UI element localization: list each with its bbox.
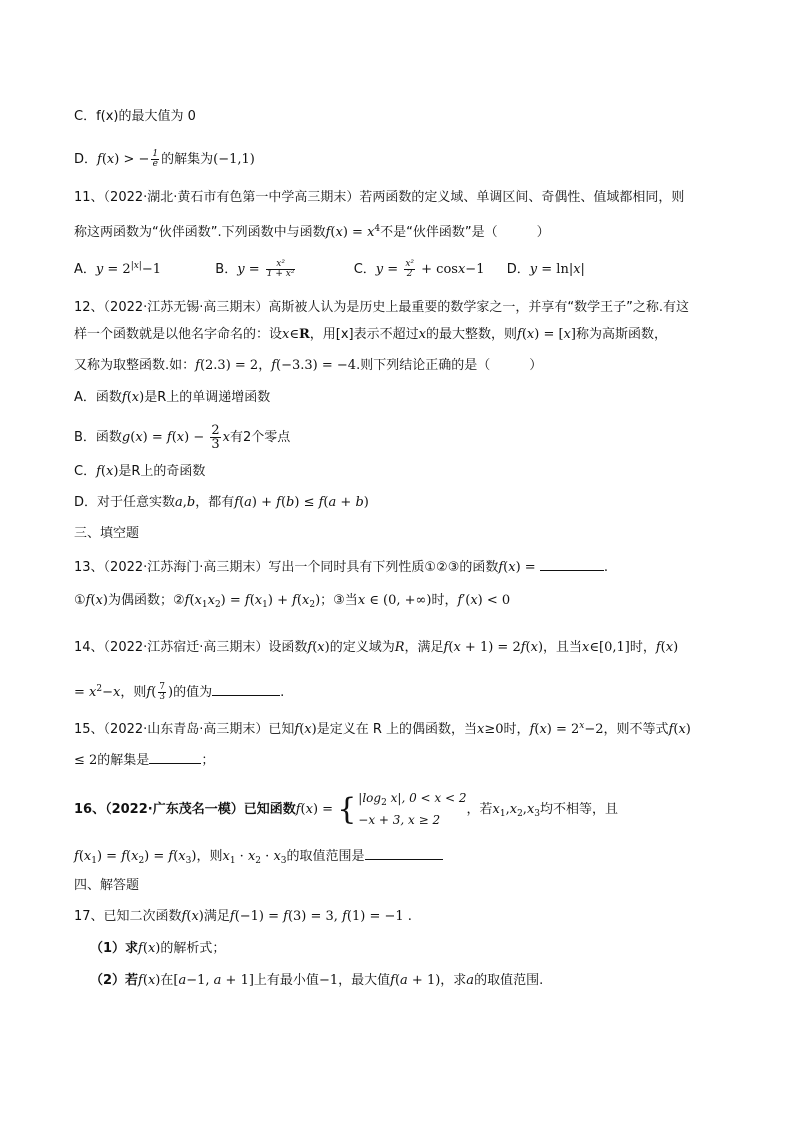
q12-option-c: C．f(x)是R上的奇函数 <box>74 464 206 479</box>
q11-options: A．$y = 2^{|x|}-1$ B．y = $\frac{\text{x²}}{\text{1 + x²}}$ C．y = $\frac{\text{x²}}{2}$ + cosx−1 D．y = ln|x| <box>74 259 585 279</box>
q15-stem-line1: 15、（2022·山东青岛·高三期末）已知f(x)是定义在 R 上的偶函数，当x≥0时，$f(x) = 2^x-2$，则不等式f(x) <box>74 721 691 737</box>
q12-stem-line1: 12、（2022·江苏无锡·高三期末）高斯被人认为是历史上最重要的数学家之一，并享有“数学王子”之称.有这 <box>74 300 689 315</box>
section-solution-heading: 四、解答题 <box>74 878 140 893</box>
q10-option-c: C．f(x)的最大值为 0 <box>74 109 196 124</box>
answer-blank[interactable] <box>540 557 604 571</box>
q12-option-b: B．函数g(x) = f(x) − $\frac{2}{3}$ x有2个零点 <box>74 423 291 452</box>
q11-stem-line2: 称这两函数为“伙伴函数”.下列函数中与函数$f(x) = x^4$不是“伙伴函数”是（ ） <box>74 224 550 240</box>
q14-stem-line2: = $x^2-x$，则f( $\frac{7}{3}$ )的值为 . <box>74 682 285 702</box>
q13-stem: 13、（2022·江苏海门·高三期末）写出一个同时具有下列性质①②③的函数f(x) = . <box>74 557 608 577</box>
q14-stem-line1: 14、（2022·江苏宿迁·高三期末）设函数f(x)的定义域为R，满足f(x + 1) = 2f(x)，且当x∈[0,1]时，f(x) <box>74 640 679 655</box>
q17-part1: （1）求f(x)的解析式； <box>90 941 226 956</box>
answer-blank[interactable] <box>149 750 201 764</box>
q13-properties: ①f(x)为偶函数；$②f(x_1x_2) = f(x_1) + f(x_2)$；③当x ∈ (0, +∞)时，f′(x) < 0 <box>74 593 511 610</box>
q16-stem-line2: $f(x_1) = f(x_2) = f(x_3)$，则$x_1 \cdot x_2 \cdot x_3$的取值范围是 <box>74 846 443 870</box>
q12-stem-line2: 样一个函数就是以他名字命名的：设x∈R，用[x]表示不超过x的最大整数，则f(x) = [x]称为高斯函数， <box>74 327 667 342</box>
q12-option-d: D．对于任意实数a,b，都有f(a) + f(b) ≤ f(a + b) <box>74 495 369 510</box>
section-fill-in-heading: 三、填空题 <box>74 526 140 541</box>
q12-option-a: A．函数f(x)是R上的单调递增函数 <box>74 390 271 405</box>
q16-stem-line1: 16、（2022·广东茂名一模）已知函数f(x) = { $|\log_2$ x|, 0 < x < 2 −x + 3, x ≥ 2 ，若$x_1,x_2,x_3$均不相等，且 <box>74 791 619 827</box>
q11-stem-line1: 11、（2022·湖北·黄石市有色第一中学高三期末）若两函数的定义域、单调区间、奇偶性、值域都相同，则 <box>74 190 685 205</box>
q10-option-d: D．f(x) > − $\frac{1}{e}$ 的解集为(−1,1) <box>74 149 255 169</box>
q17-stem: 17、已知二次函数f(x)满足f(−1) = f(3) = 3, f(1) = −1 . <box>74 909 412 924</box>
answer-blank[interactable] <box>212 682 280 696</box>
piecewise-function: { $|\log_2$ x|, 0 < x < 2 −x + 3, x ≥ 2 <box>337 791 467 827</box>
answer-blank[interactable] <box>365 846 443 860</box>
q12-stem-line3: 又称为取整函数.如：f(2.3) = 2，f(−3.3) = −4.则下列结论正确的是（ ） <box>74 358 543 373</box>
q17-part2: （2）若f(x)在[a−1, a + 1]上有最小值−1，最大值f(a + 1)，求a的取值范围. <box>90 973 544 988</box>
q15-stem-line2: ≤ 2的解集是 ； <box>74 750 214 770</box>
